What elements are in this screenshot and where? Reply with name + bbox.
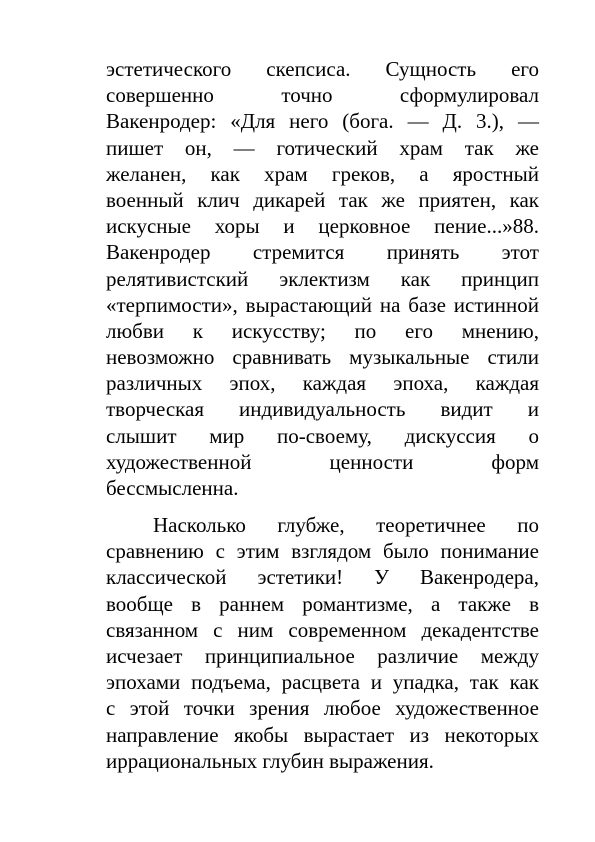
paragraph-line: исчезает принципиальное различие между [106, 643, 539, 668]
paragraph-line: релятивистский эклектизм как принцип [106, 266, 539, 291]
paragraph-line: классической эстетики! У Вакенродера, [106, 565, 539, 590]
paragraph-line: вообще в раннем романтизме, а также в [106, 591, 539, 616]
paragraph-line: Вакенродер: «Для него (бога. — Д. 3.), — [106, 109, 539, 134]
paragraph-line: художественной ценности форм [106, 449, 539, 474]
paragraph-line: иррациональных глубин выражения. [106, 748, 434, 773]
paragraph-1 [106, 56, 539, 501]
paragraph-2 [106, 512, 539, 774]
paragraph-line: Вакенродер стремится принять этот [106, 240, 539, 265]
paragraph-line: военный клич дикарей так же приятен, как [106, 187, 539, 212]
paragraph-line: связанном с ним современном декадентстве [106, 617, 539, 642]
paragraph-line: эпохами подъема, расцвета и упадка, так как [106, 670, 539, 695]
paragraph-line: с этой точки зрения любое художественное [106, 696, 539, 721]
paragraph-line: желанен, как храм греков, а яростный [106, 161, 539, 186]
paragraph-line: сравнению с этим взглядом было понимание [106, 539, 539, 564]
paragraph-line: различных эпох, каждая эпоха, каждая [106, 371, 539, 396]
paragraph-line: искусные хоры и церковное пение...»88. [106, 214, 539, 239]
paragraph-line: Насколько глубже, теоретичнее по [153, 513, 539, 537]
paragraph-line: любви к искусству; по его мнению, [106, 318, 539, 343]
paragraph-line: совершенно точно сформулировал [106, 83, 539, 108]
paragraph-line: творческая индивидуальность видит и [106, 397, 539, 422]
paragraph-line: слышит мир по-своему, дискуссия о [106, 423, 539, 448]
paragraph-line: «терпимости», вырастающий на базе истинной [106, 292, 539, 317]
paragraph-line: пишет он, — готический храм так же [106, 135, 539, 160]
paragraph-line: направление якобы вырастает из некоторых [106, 722, 539, 747]
paragraph-line: эстетического скепсиса. Сущность его [106, 57, 539, 81]
paragraph-line: невозможно сравнивать музыкальные стили [106, 345, 539, 370]
paragraph-line: бессмысленна. [106, 476, 239, 500]
